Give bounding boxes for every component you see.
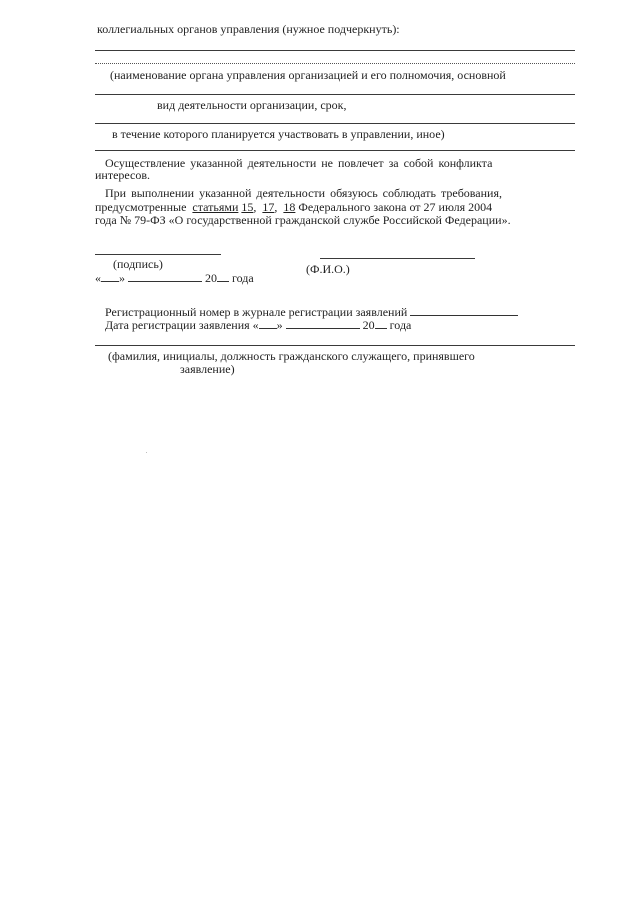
registration-date-label: Дата регистрации заявления (105, 318, 250, 332)
reg-year-prefix: 20 (362, 318, 375, 332)
signature-label: (подпись) (113, 257, 163, 271)
article-15-link[interactable]: 15 (241, 200, 254, 214)
hint-line-3: в течение которого планируется участвовать в управлении, иное) (112, 127, 445, 141)
registration-number-row (105, 305, 518, 319)
day-blank (101, 271, 119, 282)
registrar-caption-line-1: (фамилия, инициалы, должность гражданского служащего, принявшего (108, 349, 475, 363)
law-articles-link[interactable]: статьями (192, 200, 239, 214)
article-18-link[interactable]: 18 (283, 200, 296, 214)
month-blank (128, 271, 202, 282)
paragraph-1-line-1: Осуществление указанной деятельности не повлечет за собой конфликта (105, 156, 493, 170)
hint-line-2: вид деятельности организации, срок, (157, 98, 347, 112)
separator-1: , (253, 200, 257, 214)
registrar-line (95, 345, 575, 346)
entry-line-3 (95, 123, 575, 124)
fio-label: (Ф.И.О.) (306, 262, 350, 276)
reg-date-suffix: года (389, 318, 412, 332)
registration-date-row (105, 318, 411, 332)
year-prefix: 20 (205, 271, 217, 285)
fio-line (320, 258, 475, 259)
paragraph-2-line-2 (95, 200, 492, 214)
registrar-caption-line-2: заявление) (180, 362, 235, 376)
reg-year-blank (375, 318, 387, 329)
separator-2: , (274, 200, 278, 214)
year-blank (217, 271, 229, 282)
entry-line-1 (95, 50, 575, 51)
dotted-line-1 (95, 63, 575, 64)
hint-line-1: (наименование органа управления организацией и его полномочия, основной (110, 68, 506, 82)
entry-line-4 (95, 150, 575, 151)
signature-line (95, 254, 221, 255)
registration-number-blank (410, 305, 518, 316)
reg-date-close-quote: » (276, 318, 283, 332)
reg-day-blank (259, 318, 277, 329)
paragraph-2-rest: Федерального закона от 27 июля 2004 (298, 200, 493, 214)
reg-month-blank (286, 318, 360, 329)
registration-number-label: Регистрационный номер в журнале регистрации заявлений (105, 305, 408, 319)
paragraph-2-line-3: года № 79-ФЗ «О государственной гражданской службе Российской Федерации». (95, 213, 511, 227)
header-line: коллегиальных органов управления (нужное подчеркнуть): (97, 22, 400, 36)
reg-date-open-quote: « (252, 318, 259, 332)
date-suffix: года (232, 271, 254, 285)
date-close-quote: » (119, 271, 125, 285)
scan-speck (146, 452, 147, 453)
paragraph-1-line-2: интересов. (95, 168, 151, 182)
date-open-quote: « (95, 271, 101, 285)
date-line (95, 271, 254, 285)
paragraph-2-line-1: При выполнении указанной деятельности обязуюсь соблюдать требования, (105, 186, 502, 200)
paragraph-2-prefix: предусмотренные (95, 200, 187, 214)
entry-line-2 (95, 94, 575, 95)
article-17-link[interactable]: 17 (262, 200, 275, 214)
